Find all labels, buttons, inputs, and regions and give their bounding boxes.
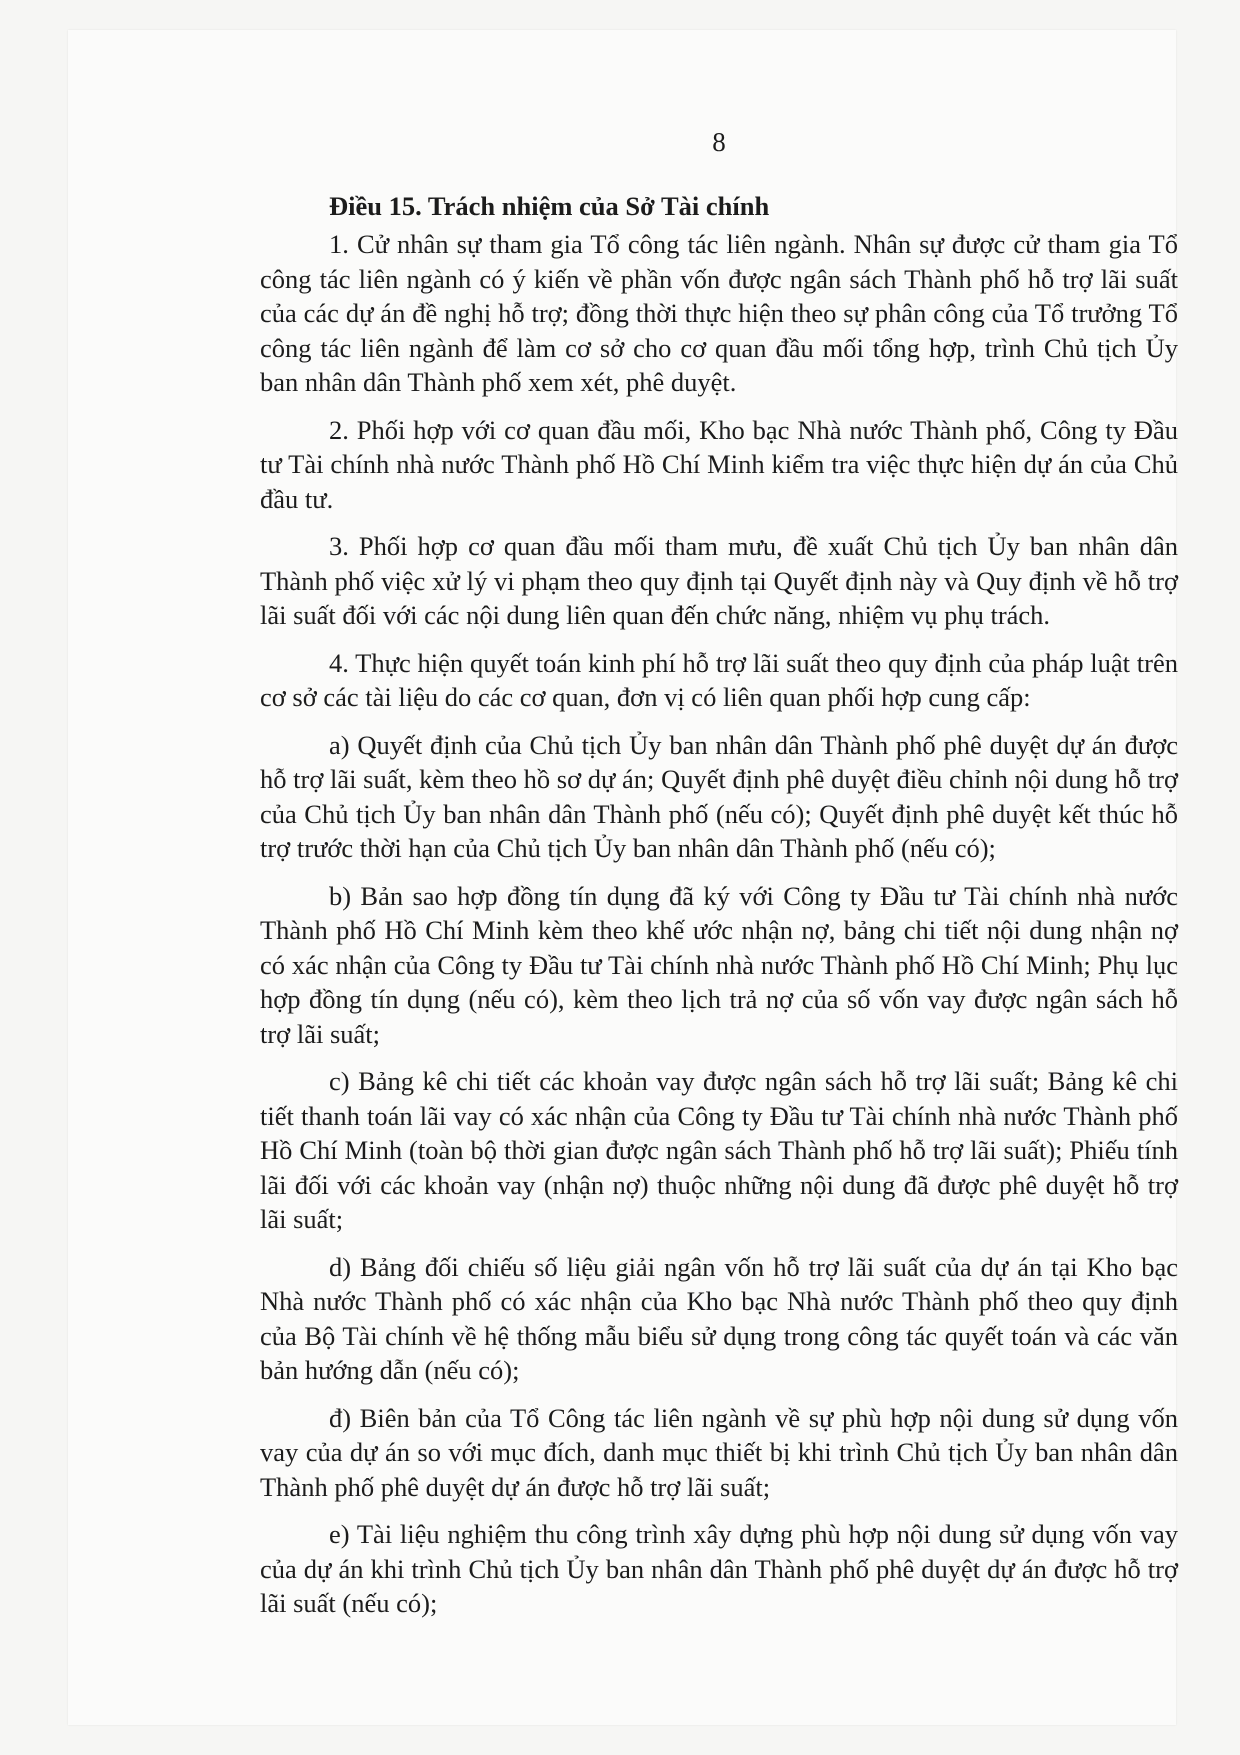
paragraph-4e: e) Tài liệu nghiệm thu công trình xây dựng phù hợp nội dung sử dụng vốn vay của dự án khi trình Chủ tịch Ủy ban nhân dân Thành phố phê duyệt dự án được hỗ trợ lãi suất (nếu có);	[260, 1519, 1178, 1618]
paragraph-1: 1. Cử nhân sự tham gia Tổ công tác liên ngành. Nhân sự được cử tham gia Tổ công tác liên ngành có ý kiến về phần vốn được ngân sách Thành phố hỗ trợ lãi suất của các dự án đề nghị hỗ trợ; đồng thời thực hiện theo sự phân công của Tổ trưởng Tổ công tác liên ngành để làm cơ sở cho cơ quan đầu mối tổng hợp, trình Chủ tịch Ủy ban nhân dân Thành phố xem xét, phê duyệt.	[260, 229, 1178, 397]
paragraph-4a: a) Quyết định của Chủ tịch Ủy ban nhân dân Thành phố phê duyệt dự án được hỗ trợ lãi suất, kèm theo hồ sơ dự án; Quyết định phê duyệt điều chỉnh nội dung hỗ trợ của Chủ tịch Ủy ban nhân dân Thành phố (nếu có); Quyết định phê duyệt kết thúc hỗ trợ trước thời hạn của Chủ tịch Ủy ban nhân dân Thành phố (nếu có);	[260, 729, 1178, 863]
paragraph-3: 3. Phối hợp cơ quan đầu mối tham mưu, đề xuất Chủ tịch Ủy ban nhân dân Thành phố việc xử lý vi phạm theo quy định tại Quyết định này và Quy định về hỗ trợ lãi suất đối với các nội dung liên quan đến chức năng, nhiệm vụ phụ trách.	[260, 531, 1178, 630]
document-body	[260, 120, 1178, 1634]
paragraph-4dd: đ) Biên bản của Tổ Công tác liên ngành về sự phù hợp nội dung sử dụng vốn vay của dự án so với mục đích, danh mục thiết bị khi trình Chủ tịch Ủy ban nhân dân Thành phố phê duyệt dự án được hỗ trợ lãi suất;	[260, 1402, 1178, 1502]
paragraph-2: 2. Phối hợp với cơ quan đầu mối, Kho bạc Nhà nước Thành phố, Công ty Đầu tư Tài chính nhà nước Thành phố Hồ Chí Minh kiểm tra việc thực hiện dự án của Chủ đầu tư.	[260, 414, 1178, 514]
article-heading: Điều 15. Trách nhiệm của Sở Tài chính	[329, 191, 770, 221]
paragraph-4c: c) Bảng kê chi tiết các khoản vay được ngân sách hỗ trợ lãi suất; Bảng kê chi tiết thanh toán lãi vay có xác nhận của Công ty Đầu tư Tài chính nhà nước Thành phố Hồ Chí Minh (toàn bộ thời gian được ngân sách Thành phố hỗ trợ lãi suất); Phiếu tính lãi đối với các khoản vay (nhận nợ) thuộc những nội dung đã được phê duyệt hỗ trợ lãi suất;	[260, 1066, 1178, 1234]
paragraph-4: 4. Thực hiện quyết toán kinh phí hỗ trợ lãi suất theo quy định của pháp luật trên cơ sở các tài liệu do các cơ quan, đơn vị có liên quan phối hợp cung cấp:	[260, 647, 1178, 712]
page-number: 8	[712, 127, 726, 157]
paragraph-4b: b) Bản sao hợp đồng tín dụng đã ký với Công ty Đầu tư Tài chính nhà nước Thành phố Hồ Chí Minh kèm theo khế ước nhận nợ, bảng chi tiết nội dung nhận nợ có xác nhận của Công ty Đầu tư Tài chính nhà nước Thành phố Hồ Chí Minh; Phụ lục hợp đồng tín dụng (nếu có), kèm theo lịch trả nợ của số vốn vay được ngân sách hỗ trợ lãi suất;	[260, 880, 1178, 1049]
document-page	[68, 30, 1176, 1725]
paragraph-4d: d) Bảng đối chiếu số liệu giải ngân vốn hỗ trợ lãi suất của dự án tại Kho bạc Nhà nước Thành phố có xác nhận của Kho bạc Nhà nước Thành phố theo quy định của Bộ Tài chính về hệ thống mẫu biểu sử dụng trong công tác quyết toán và các văn bản hướng dẫn (nếu có);	[260, 1251, 1178, 1385]
